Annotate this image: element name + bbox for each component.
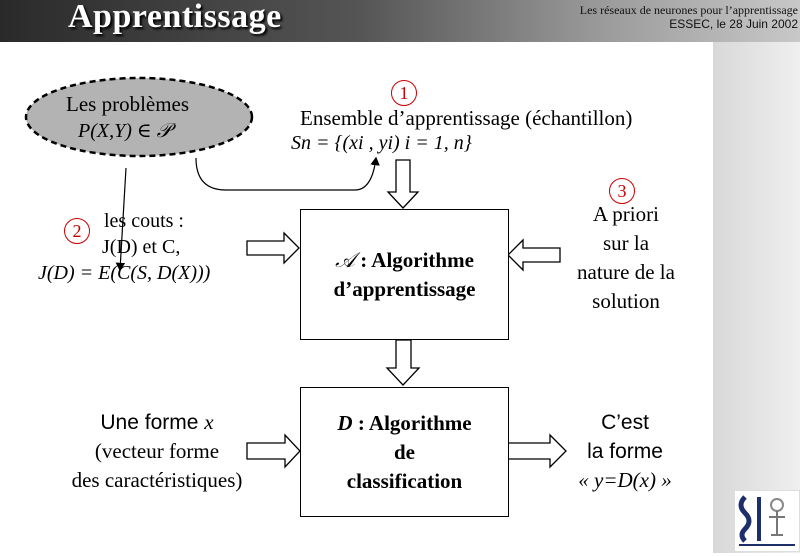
institution-logo (734, 490, 800, 552)
learning-line-1: : Algorithme (354, 248, 474, 272)
marker-3: 3 (609, 178, 635, 204)
problems-label: Les problèmes (66, 92, 190, 116)
input-line-3: des caractéristiques) (71, 468, 243, 492)
training-set-formula: Sn = {(xi , yi) i = 1, n} (291, 132, 472, 154)
classification-algorithm-label (300, 409, 509, 496)
classification-line-2: de (394, 440, 415, 464)
learning-symbol: 𝒜 (335, 248, 355, 272)
arrow-prior-to-learning (508, 240, 560, 270)
marker-2: 2 (64, 218, 90, 244)
arrow-learning-to-classification (387, 340, 419, 385)
problems-to-sample-line (196, 158, 376, 190)
costs-label: les couts : (104, 210, 184, 232)
output-line-3: « y=D(x) » (578, 468, 672, 492)
prior-knowledge (565, 200, 687, 316)
prior-line-3: nature de la (577, 260, 675, 284)
classification-line-3: classification (346, 469, 463, 493)
prior-line-4: solution (592, 289, 660, 313)
costs-j-c: J(D) et C, (102, 236, 181, 258)
problems-formula: P(X,Y) ∈ 𝒫 (78, 120, 172, 142)
context-line-2: ESSEC, le 28 Juin 2002 (669, 17, 798, 31)
learning-algorithm-label (300, 246, 509, 304)
arrow-costs-to-learning (247, 233, 299, 263)
classification-line-1: : Algorithme (352, 411, 472, 435)
prior-line-2: sur la (602, 231, 650, 255)
costs-formula: J(D) = E(C(S, D(X))) (38, 262, 211, 284)
arrow-classification-to-output (508, 435, 566, 467)
learning-line-2: d’apprentissage (333, 277, 476, 301)
context-line-1: Les réseaux de neurones pour l’apprentissage (579, 3, 798, 17)
input-line-2: (vecteur forme (94, 439, 220, 463)
training-set-label: Ensemble d’apprentissage (échantillon) (300, 106, 633, 130)
output-description (560, 408, 690, 495)
marker-1: 1 (391, 80, 417, 106)
input-variable: x (204, 410, 214, 434)
problems-ellipse (26, 78, 252, 156)
slide-title: Apprentissage (68, 0, 282, 35)
output-line-1: C’est (601, 411, 649, 434)
classification-symbol: D (337, 411, 353, 435)
arrow-sample-to-learning (388, 160, 418, 208)
prior-line-1: A priori (593, 202, 659, 226)
output-line-2: la forme (587, 440, 663, 463)
input-line-1: Une forme (100, 411, 205, 434)
input-description (40, 408, 274, 495)
